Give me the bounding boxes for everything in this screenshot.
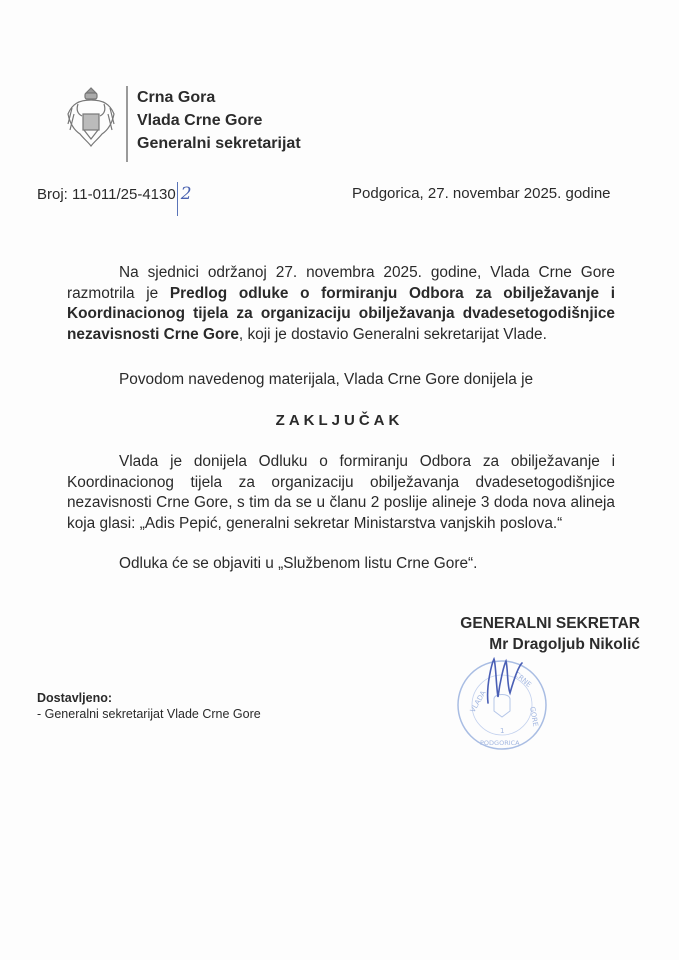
svg-text:VLADA: VLADA [468,689,488,714]
signature-block [400,613,640,655]
signatory-role: GENERALNI SEKRETAR [460,615,640,632]
paragraph-conclusion: Vlada je donijela Odluku o formiranju Odbora za obilježavanje i Koordinacionog tijela za organizaciju obilježavanja dvadesetogodišnjice nezavisnosti Crne Gore, s tim da se u članu 2 poslije alineje 3 doda nova alineja koja glasi: „Adis Pepić, generalni sekretar Ministarstva vanjskih poslova.“ [67,453,615,532]
header-titles [137,86,301,155]
coat-of-arms-icon [64,84,118,150]
reference-number [37,178,192,212]
paragraph-decision-lead: Povodom navedenog materijala, Vlada Crne Gore donijela je [119,371,534,388]
intro-text: Na sjednici održanoj 27. novembra 2025. godine, Vlada Crne Gore razmotrila je [67,264,615,302]
proposal-title: Predlog odluke o formiranju Odbora za obilježavanje i Koordinacionog tijela za organizaciju obilježavanja dvadesetogodišnjice nezavisnosti Crne Gore [67,284,615,343]
header-government: Vlada Crne Gore [137,112,263,129]
letterhead [60,80,360,160]
header-secretariat: Generalni sekretarijat [137,135,301,152]
svg-text:PODGORICA: PODGORICA [480,739,520,747]
signatory-name: Mr Dragoljub Nikolić [489,636,640,653]
place-date: Podgorica, 27. novembar 2025. godine [352,185,611,202]
header-divider [126,86,128,162]
delivery-label: Dostavljeno: [37,691,113,705]
document-title: ZAKLJUČAK [275,412,404,429]
svg-text:CRNE: CRNE [512,670,533,690]
paragraph-intro [67,263,615,345]
delivery-block [37,690,261,722]
header-country: Crna Gora [137,89,216,106]
handwritten-stroke [177,182,178,216]
official-stamp-icon [452,655,552,755]
delivery-item: - Generalni sekretarijat Vlade Crne Gore [37,707,261,721]
svg-text:GORE: GORE [528,705,540,728]
intro-suffix: , koji je dostavio Generalni sekretarijat Vlade. [238,325,547,343]
paragraph-publication: Odluka će se objaviti u „Službenom listu Crne Gore“. [119,555,478,572]
svg-text:1: 1 [500,727,505,735]
handwritten-mark: 2 [180,183,192,204]
reference-number-text: Broj: 11-011/25-4130 [37,185,176,203]
